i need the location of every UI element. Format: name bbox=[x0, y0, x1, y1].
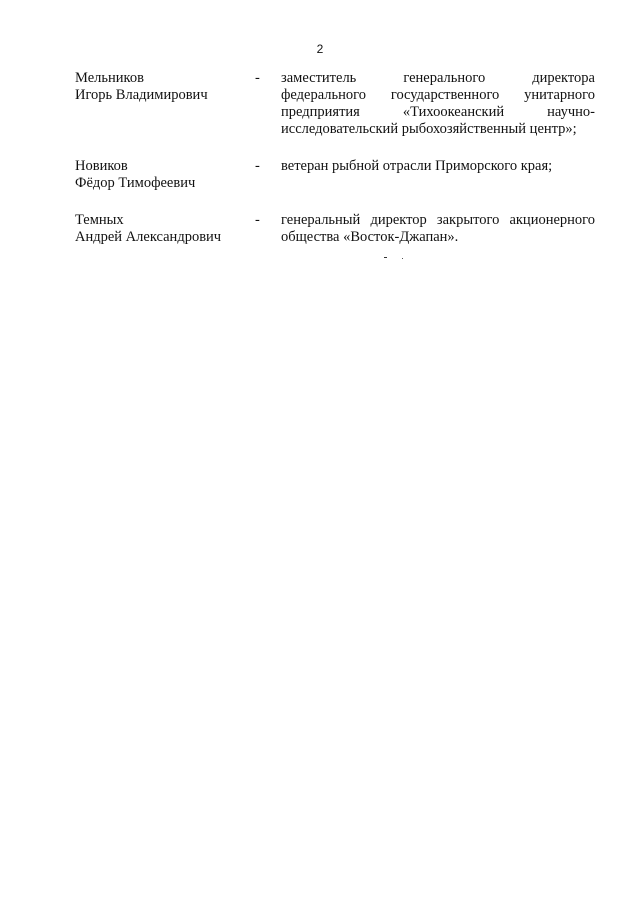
member-name bbox=[75, 70, 253, 104]
member-role: генеральный директор закрытого акционерного общества «Восток-Джапан». bbox=[281, 212, 595, 245]
member-dash: - bbox=[255, 70, 260, 86]
scan-speck bbox=[402, 258, 403, 259]
member-surname: Новиков bbox=[75, 158, 128, 174]
page-number: 2 bbox=[316, 42, 324, 56]
scan-speck bbox=[384, 257, 387, 258]
member-surname: Темных bbox=[75, 212, 124, 228]
member-given-names: Фёдор Тимофеевич bbox=[75, 175, 196, 191]
member-role: ветеран рыбной отрасли Приморского края; bbox=[281, 158, 553, 174]
member-list bbox=[75, 70, 595, 246]
member-entry bbox=[75, 158, 595, 192]
member-surname: Мельников bbox=[75, 70, 144, 86]
member-given-names: Андрей Александрович bbox=[75, 229, 222, 245]
member-given-names: Игорь Владимирович bbox=[75, 87, 208, 103]
member-entry bbox=[75, 70, 595, 138]
member-entry bbox=[75, 212, 595, 246]
member-dash: - bbox=[255, 212, 260, 228]
member-role: заместитель генерального директора федерального государственного унитарного предприятия «Тихоокеанский научно-исследовательский рыбохозяйственный центр»; bbox=[281, 70, 595, 137]
member-name bbox=[75, 212, 253, 246]
member-dash: - bbox=[255, 158, 260, 174]
member-name bbox=[75, 158, 253, 192]
